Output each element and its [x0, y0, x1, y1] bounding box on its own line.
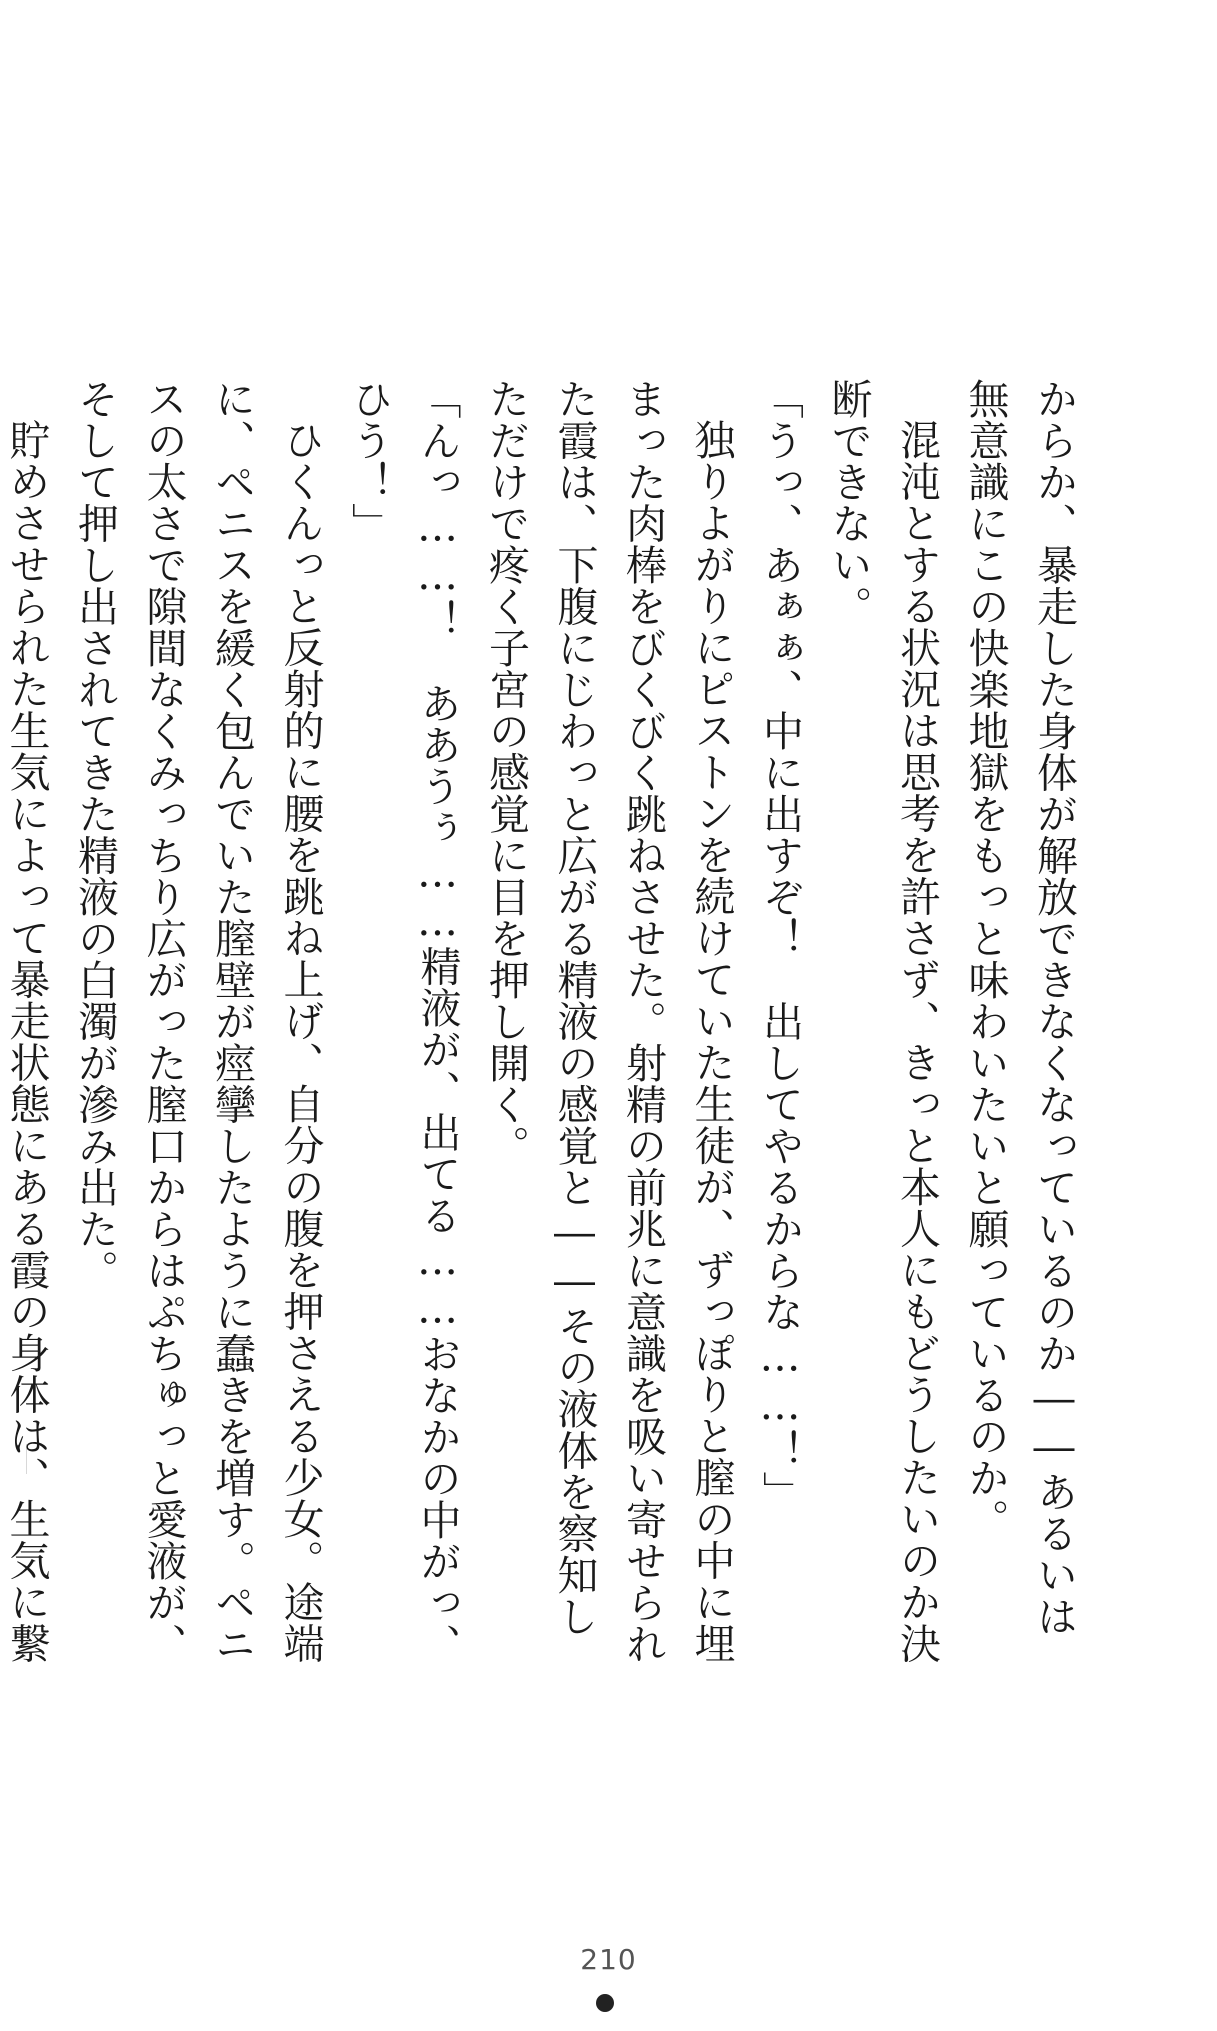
paragraph: 混沌とする状況は思考を許さず、きっと本人にもどうしたいのか決断できない。: [824, 378, 941, 1664]
paragraph: 貯めさせられた生気によって暴走状態にある霞の身体は、生気に繋: [2, 419, 51, 1664]
paragraph: 独りよがりにピストンを続けていた生徒が、ずっぽりと膣の中に埋まった肉棒をびくびく跳ねさせた。射精の前兆に意識を吸い寄せられた霞は、下腹にじわっと広がる精液の感覚と――その液体を察知しただけで疼く子宮の感覚に目を押し開く。: [482, 378, 736, 1665]
paragraph: からか、暴走した身体が解放できなくなっているのか――あるいは無意識にこの快楽地獄をもっと味わいたいと願っているのか。: [961, 378, 1078, 1637]
dialogue-line: 「うっ、あぁぁ、中に出すぞ！ 出してやるからな……！」: [756, 378, 804, 1513]
dialogue-line: 「んっ……！ ああうぅ……精液が、出てる……おなかの中がっ、ひう！」: [345, 378, 462, 1665]
paragraph: ひくんっと反射的に腰を跳ね上げ、自分の腹を押さえる少女。途端に、ペニスを緩く包んでいた膣壁が痙攣したように蠢きを増す。ペニスの太さで隙間なくみっちり広がった膣口からはぷちゅっと愛液が、そして押し出されてきた精液の白濁が滲み出た。: [71, 378, 325, 1665]
page-number: 210: [580, 1943, 637, 1976]
page-dot-ornament: [596, 1994, 614, 2012]
body-text: [2, 378, 1088, 1668]
